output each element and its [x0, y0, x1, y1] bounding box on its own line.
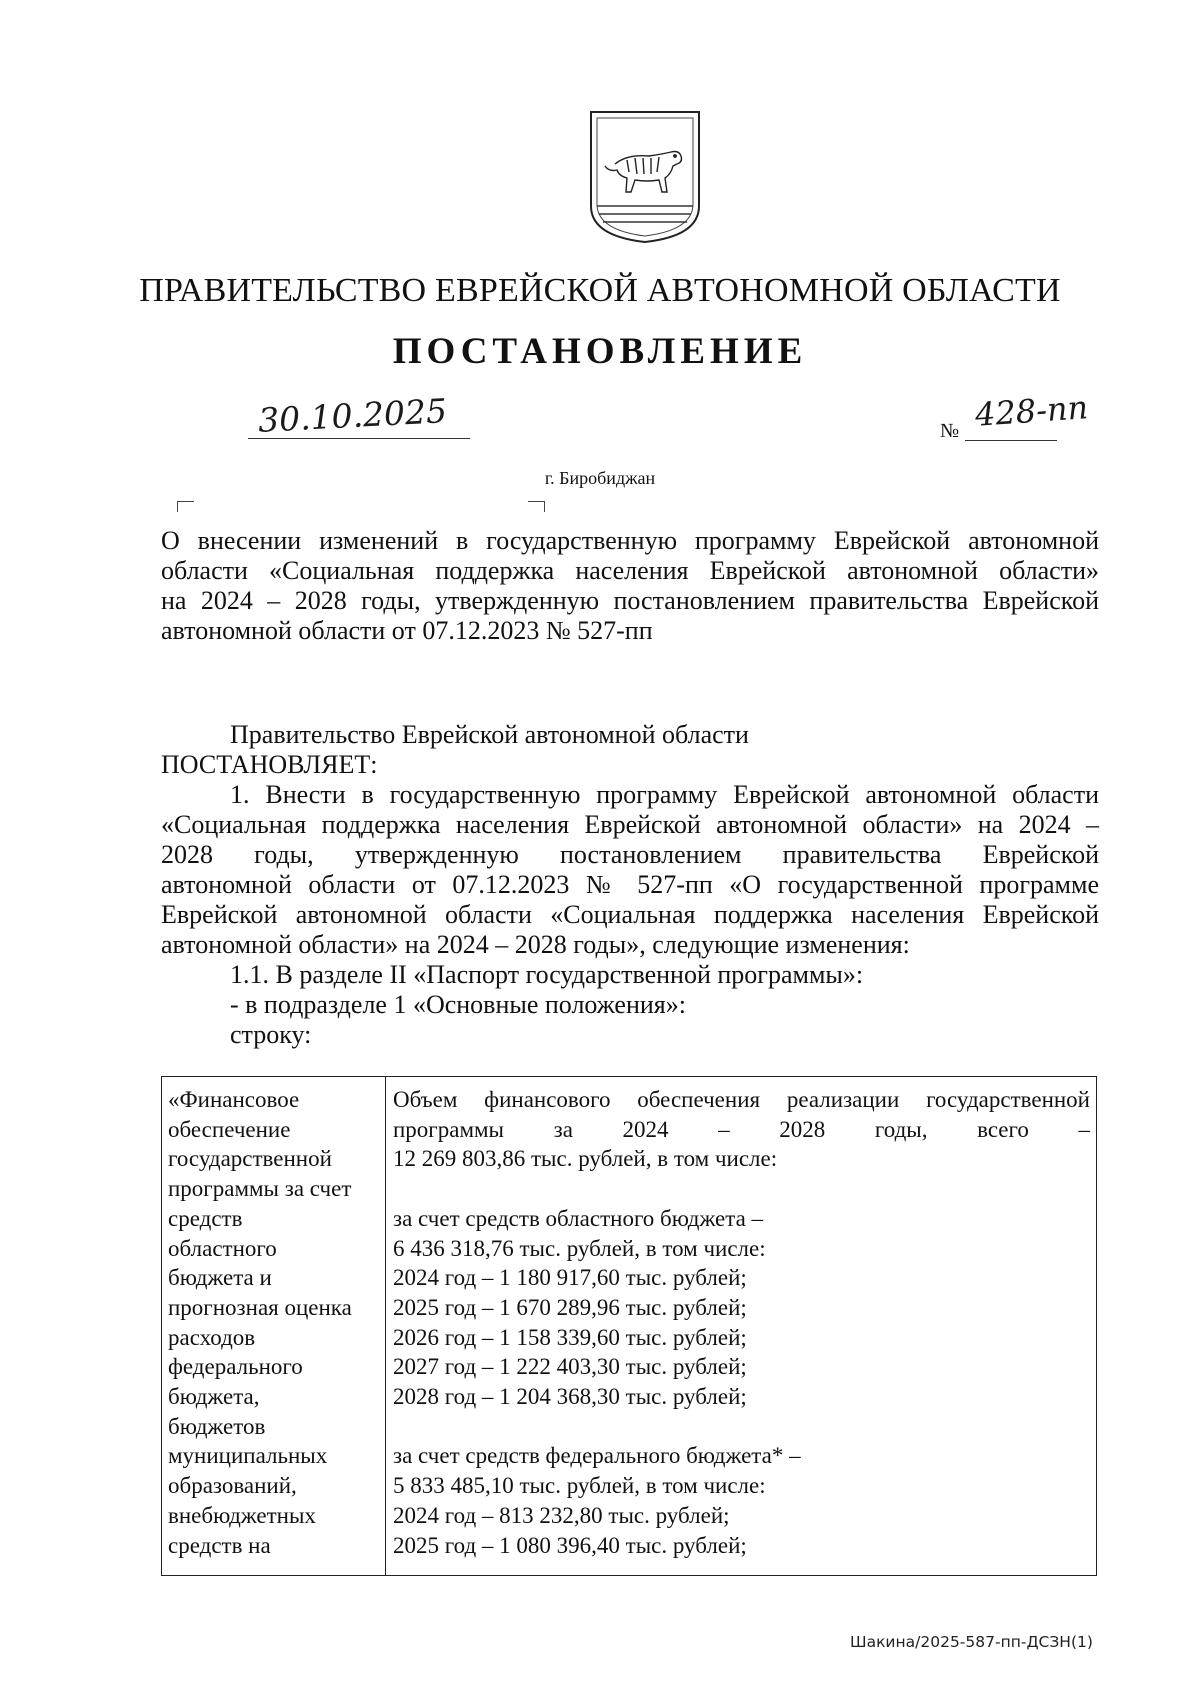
item-1-line: «Социальная поддержка населения Еврейской автономной области» на 2024 – [161, 810, 1099, 839]
right-cell-line: Объем финансового обеспечения реализации государственной [393, 1087, 1090, 1112]
government-title: ПРАВИТЕЛЬСТВО ЕВРЕЙСКОЙ АВТОНОМНОЙ ОБЛАСТИ [139, 272, 1061, 309]
left-cell-line: муниципальных [168, 1443, 328, 1469]
right-cell-line: за счет средств федерального бюджета* – [393, 1443, 801, 1469]
left-cell-line: государственной [168, 1146, 332, 1172]
left-cell-line: образований, [168, 1473, 297, 1499]
intro-resolves: ПОСТАНОВЛЯЕТ: [161, 750, 378, 779]
line-word: строку: [230, 1020, 312, 1049]
left-cell-line: средств на [168, 1532, 271, 1558]
table-right-column [387, 1077, 1096, 1575]
left-cell-line: средств [168, 1205, 243, 1231]
city-name: г. Биробиджан [544, 468, 656, 488]
right-cell-line: 2028 год – 1 204 368,30 тыс. рублей; [393, 1384, 747, 1410]
right-cell-line: 2025 год – 1 670 289,96 тыс. рублей; [393, 1294, 747, 1320]
right-cell-line: 2024 год – 813 232,80 тыс. рублей; [393, 1502, 730, 1528]
left-cell-line: бюджета и [168, 1265, 272, 1291]
left-cell-line: расходов [168, 1324, 256, 1350]
number-label: № [940, 420, 960, 442]
right-cell-line [393, 1174, 1090, 1204]
right-cell-line: 2026 год – 1 158 339,60 тыс. рублей; [393, 1324, 747, 1350]
subject-corner-mark-right [528, 501, 545, 512]
document-subject [161, 526, 1099, 646]
subject-line: на 2024 – 2028 годы, утвержденную постановлением правительства Еврейской [161, 586, 1099, 615]
intro-government: Правительство Еврейской автономной области [230, 720, 749, 749]
table-left-column [162, 1077, 386, 1575]
right-cell-line: 12 269 803,86 тыс. рублей, в том числе: [393, 1146, 778, 1172]
item-1-1: 1.1. В разделе II «Паспорт государственной программы»: [230, 960, 864, 989]
right-cell-line: 2024 год – 1 180 917,60 тыс. рублей; [393, 1265, 747, 1291]
left-cell-line: внебюджетных [168, 1502, 316, 1528]
date-underline [248, 438, 470, 439]
right-column-text [393, 1085, 1090, 1560]
program-financing-table [161, 1076, 1097, 1576]
right-cell-line: за счет средств областного бюджета – [393, 1205, 764, 1231]
subject-corner-mark-left [177, 501, 194, 512]
right-cell-line: 2025 год – 1 080 396,40 тыс. рублей; [393, 1532, 747, 1558]
coat-of-arms-emblem [587, 108, 703, 246]
subitem-main-provisions: - в подразделе 1 «Основные положения»: [230, 990, 686, 1019]
right-cell-line: 5 833 485,10 тыс. рублей, в том числе: [393, 1473, 766, 1499]
item-1-line: 1. Внести в государственную программу Еврейской автономной области [230, 780, 1099, 809]
left-column-text [168, 1085, 382, 1560]
left-cell-line: областного [168, 1235, 277, 1261]
left-cell-line: программы за счет [168, 1176, 352, 1202]
subject-line: автономной области от 07.12.2023 № 527-пп [161, 616, 653, 645]
right-cell-line: программы за 2024 – 2028 годы, всего – [393, 1116, 1090, 1142]
left-cell-line: «Финансовое [168, 1087, 300, 1112]
item-1-line: Еврейской автономной области «Социальная поддержка населения Еврейской [161, 900, 1099, 929]
left-cell-line: бюджетов [168, 1413, 266, 1439]
subject-line: области «Социальная поддержка населения Еврейской автономной области» [161, 556, 1099, 585]
right-cell-line [393, 1412, 1090, 1442]
footer-reference: Шакина/2025-587-пп-ДСЗН(1) [850, 1633, 1093, 1651]
handwritten-document-number: 428-пп [973, 388, 1090, 434]
right-cell-line: 2027 год – 1 222 403,30 тыс. рублей; [393, 1354, 747, 1380]
handwritten-date: 30.10.2025 [257, 391, 448, 440]
document-body [161, 720, 1099, 1050]
left-cell-line: федерального [168, 1354, 303, 1380]
left-cell-line: бюджета, [168, 1384, 260, 1410]
right-cell-line: 6 436 318,76 тыс. рублей, в том числе: [393, 1235, 766, 1261]
document-type-heading: ПОСТАНОВЛЕНИЕ [392, 331, 808, 372]
left-cell-line: обеспечение [168, 1116, 291, 1142]
item-1-line: 2028 годы, утвержденную постановлением правительства Еврейской [161, 840, 1099, 869]
item-1-line: автономной области от 07.12.2023 № 527-пп «О государственной программе [161, 870, 1099, 899]
number-underline [965, 440, 1057, 441]
item-1-line: автономной области» на 2024 – 2028 годы», следующие изменения: [161, 930, 910, 959]
left-cell-line: прогнозная оценка [168, 1294, 352, 1320]
subject-line: О внесении изменений в государственную программу Еврейской автономной [161, 526, 1099, 555]
